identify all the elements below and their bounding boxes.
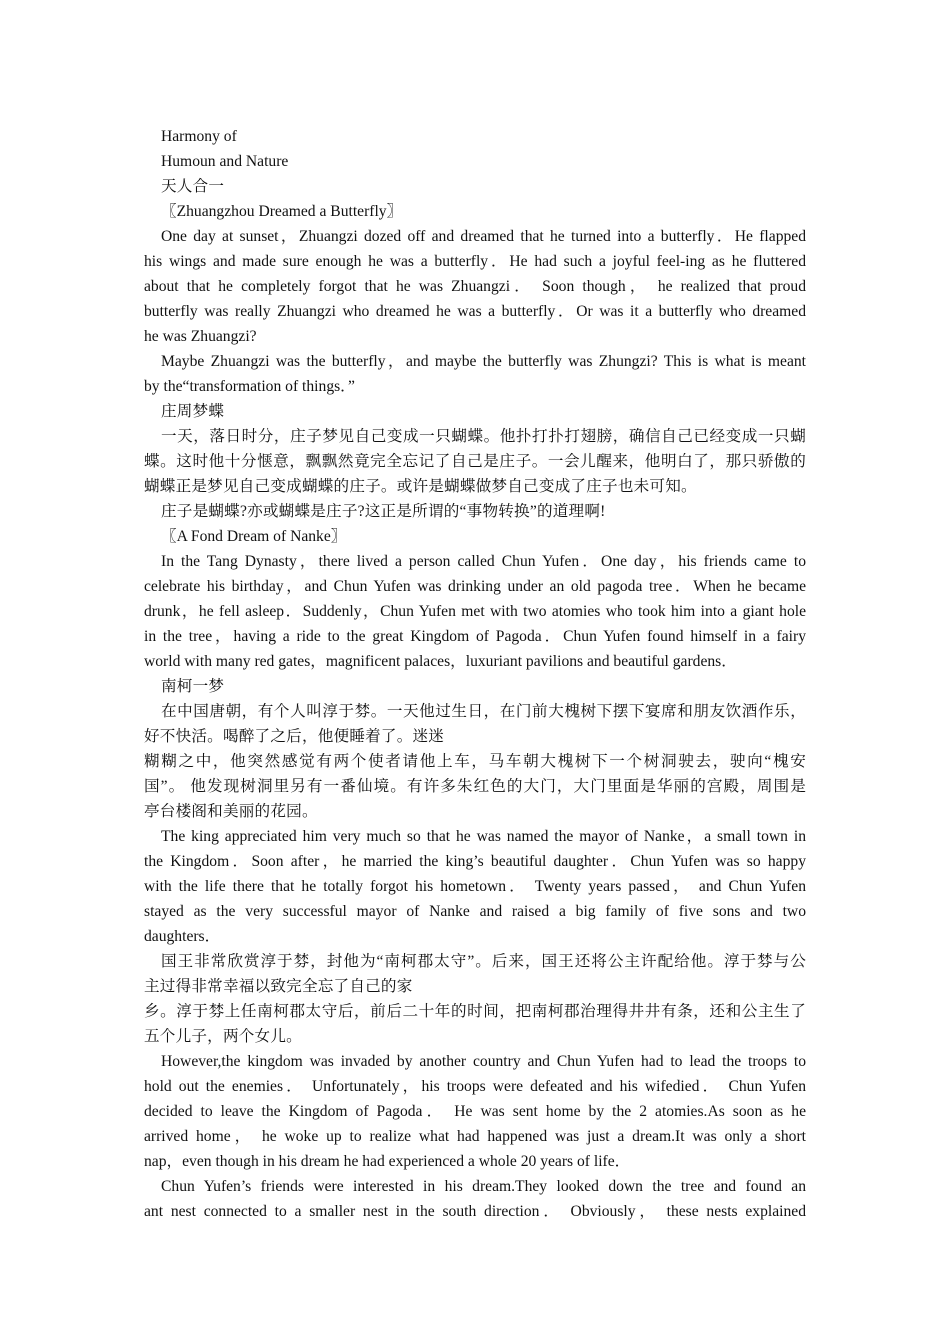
text-line: celebrate his birthday，and Chun Yufen was drinking under an old pagoda tree．When he became	[144, 578, 806, 595]
text-line: 国”。 他发现树洞里另有一番仙境。有许多朱红色的大门，大门里面是华丽的宫殿，周围是	[144, 778, 806, 795]
text-line: The king appreciated him very much so that he was named the mayor of Nanke，a small town in	[161, 828, 806, 845]
text-line: ant nest connected to a smaller nest in the south direction． Obviously， these nests explained	[144, 1203, 806, 1220]
text-line: 〖Zhuangzhou Dreamed a Butterfly〗	[161, 203, 403, 220]
text-line: he was Zhuangzi?	[144, 328, 257, 345]
text-line: One day at sunset，Zhuangzi dozed off and dreamed that he turned into a butterfly．He flapped	[161, 228, 806, 245]
text-line: with the life there that he totally forgot his hometown． Twenty years passed， and Chun Yufen	[144, 878, 806, 895]
text-line: arrived home， he woke up to realize what had happened was just a dream.It was only a short	[144, 1128, 806, 1145]
text-line: his wings and made sure enough he was a butterfly．He had such a joyful feel-ing as he fluttered	[144, 253, 806, 270]
text-line: 南柯一梦	[161, 678, 225, 695]
text-line: nap，even though in his dream he had experienced a whole 20 years of life．	[144, 1153, 631, 1170]
text-line: Maybe Zhuangzi was the butterfly，and maybe the butterfly was Zhungzi? This is what is meant	[161, 353, 806, 370]
text-line: 好不快活。喝醉了之后，他便睡着了。迷迷	[144, 728, 445, 745]
text-line: decided to leave the Kingdom of Pagoda． He was sent home by the 2 atomies.As soon as he	[144, 1103, 806, 1120]
text-line: In the Tang Dynasty，there lived a person called Chun Yufen．One day，his friends came to	[161, 553, 806, 570]
text-line: in the tree，having a ride to the great Kingdom of Pagoda．Chun Yufen found himself in a fairy	[144, 628, 806, 645]
text-line: 〖A Fond Dream of Nanke〗	[161, 528, 347, 545]
text-line: 乡。淳于棼上任南柯郡太守后，前后二十年的时间，把南柯郡治理得井井有条，还和公主生了	[144, 1003, 806, 1020]
text-line: 一天，落日时分，庄子梦见自己变成一只蝴蝶。他扑打扑打翅膀，确信自己已经变成一只蝴	[161, 428, 806, 445]
text-line: butterfly was really Zhuangzi who dreamed he was a butterfly．Or was it a butterfly who dreamed	[144, 303, 806, 320]
text-line: 国王非常欣赏淳于棼，封他为“南柯郡太守”。后来，国王还将公主许配给他。淳于棼与公	[161, 953, 806, 970]
text-line: Humoun and Nature	[161, 153, 289, 170]
text-line: 天人合一	[161, 178, 225, 195]
text-line: 庄子是蝴蝶?亦或蝴蝶是庄子?这正是所谓的“事物转换”的道理啊!	[161, 503, 606, 520]
text-line: Harmony of	[161, 128, 237, 145]
text-line: 糊糊之中，他突然感觉有两个使者请他上车，马车朝大槐树下一个树洞驶去，驶向“槐安	[144, 753, 806, 770]
document-body	[144, 124, 806, 1224]
text-line: daughters．	[144, 928, 221, 945]
text-line: drunk，he fell asleep．Suddenly，Chun Yufen met with two atomies who took him into a giant hole	[144, 603, 806, 620]
text-line: stayed as the very successful mayor of Nanke and raised a big family of five sons and two	[144, 903, 806, 920]
text-line: 庄周梦蝶	[161, 403, 225, 420]
text-line: 五个儿子，两个女儿。	[144, 1028, 302, 1045]
text-line: 亭台楼阁和美丽的花园。	[144, 803, 318, 820]
text-line: the Kingdom．Soon after，he married the king’s beautiful daughter．Chun Yufen was so happy	[144, 853, 806, 870]
text-line: 在中国唐朝，有个人叫淳于棼。一天他过生日，在门前大槐树下摆下宴席和朋友饮酒作乐，	[161, 703, 806, 720]
text-line: However,the kingdom was invaded by another country and Chun Yufen had to lead the troops to	[161, 1053, 806, 1070]
text-line: world with many red gates，magnificent palaces，luxuriant pavilions and beautiful gardens．	[144, 653, 737, 670]
text-line: Chun Yufen’s friends were interested in his dream.They looked down the tree and found an	[161, 1178, 806, 1195]
text-line: about that he completely forgot that he was Zhuangzi． Soon though， he realized that proud	[144, 278, 806, 295]
text-line: 主过得非常幸福以致完全忘了自己的家	[144, 978, 413, 995]
text-line: 蝴蝶正是梦见自己变成蝴蝶的庄子。或许是蝴蝶做梦自己变成了庄子也未可知。	[144, 478, 697, 495]
text-line: 蝶。这时他十分惬意，飘飘然竟完全忘记了自己是庄子。一会儿醒来，他明白了，那只骄傲的	[144, 453, 806, 470]
text-line: hold out the enemies． Unfortunately，his troops were defeated and his wifedied． Chun Yufen	[144, 1078, 806, 1095]
text-line: by the“transformation of things．”	[144, 378, 355, 395]
